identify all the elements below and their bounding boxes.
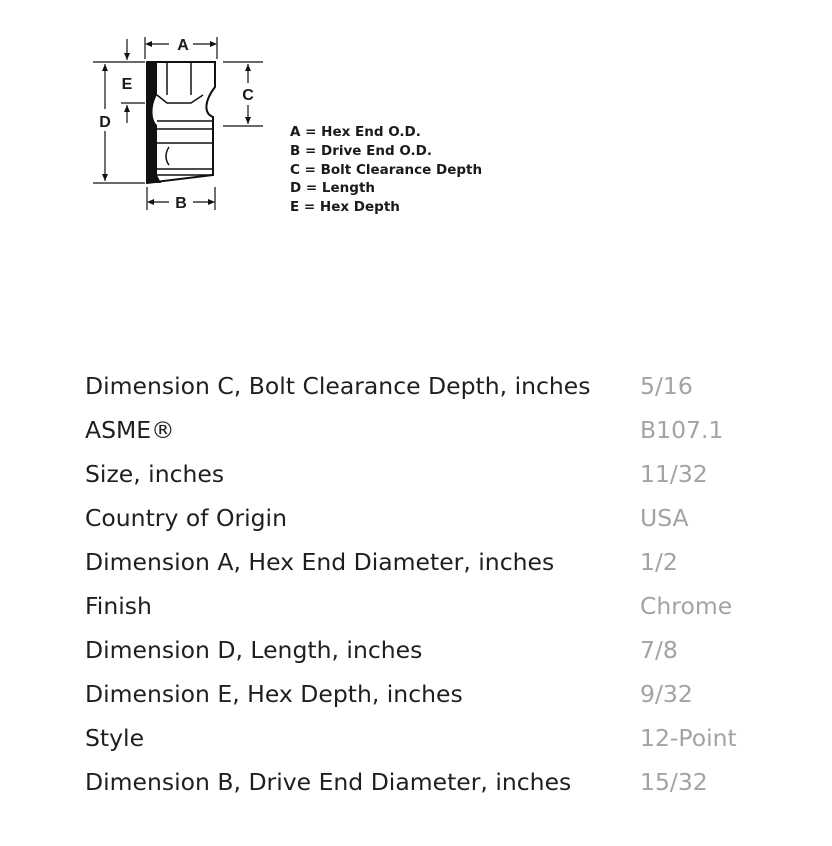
label-d: D	[99, 114, 111, 131]
specifications-table	[85, 364, 737, 804]
label-a: A	[177, 37, 189, 54]
spec-label: Finish	[85, 592, 152, 620]
spec-row	[85, 584, 737, 628]
socket-drawing	[85, 25, 285, 225]
spec-row	[85, 760, 737, 804]
spec-value: USA	[640, 504, 689, 532]
socket-body	[147, 62, 215, 183]
legend-item-b: B = Drive End O.D.	[290, 142, 432, 159]
spec-row	[85, 716, 737, 760]
spec-label: Dimension E, Hex Depth, inches	[85, 680, 463, 708]
spec-row	[85, 496, 737, 540]
label-c: C	[242, 87, 254, 104]
spec-row	[85, 452, 737, 496]
spec-row	[85, 672, 737, 716]
spec-value: 12-Point	[640, 724, 737, 752]
spec-row	[85, 628, 737, 672]
spec-value: 11/32	[640, 460, 708, 488]
spec-value: B107.1	[640, 416, 724, 444]
legend-item-d: D = Length	[290, 180, 376, 197]
spec-value: 7/8	[640, 636, 678, 664]
label-b: B	[175, 195, 187, 212]
spec-value: 1/2	[640, 548, 678, 576]
spec-row	[85, 364, 737, 408]
spec-label: ASME®	[85, 416, 175, 444]
legend-item-c: C = Bolt Clearance Depth	[290, 161, 483, 178]
spec-label: Style	[85, 724, 145, 752]
spec-value: Chrome	[640, 592, 733, 620]
dimension-legend	[290, 123, 482, 217]
label-e: E	[121, 76, 133, 93]
legend-item-a: A = Hex End O.D.	[290, 124, 421, 140]
spec-label: Dimension D, Length, inches	[85, 636, 423, 664]
spec-label: Dimension B, Drive End Diameter, inches	[85, 768, 572, 796]
spec-label: Size, inches	[85, 460, 225, 488]
spec-row	[85, 408, 737, 452]
legend-item-e: E = Hex Depth	[290, 199, 400, 216]
spec-label: Dimension A, Hex End Diameter, inches	[85, 548, 555, 576]
spec-label: Country of Origin	[85, 504, 287, 532]
spec-row	[85, 540, 737, 584]
spec-value: 9/32	[640, 680, 693, 708]
spec-value: 5/16	[640, 372, 693, 400]
spec-value: 15/32	[640, 768, 708, 796]
spec-label: Dimension C, Bolt Clearance Depth, inches	[85, 372, 591, 400]
